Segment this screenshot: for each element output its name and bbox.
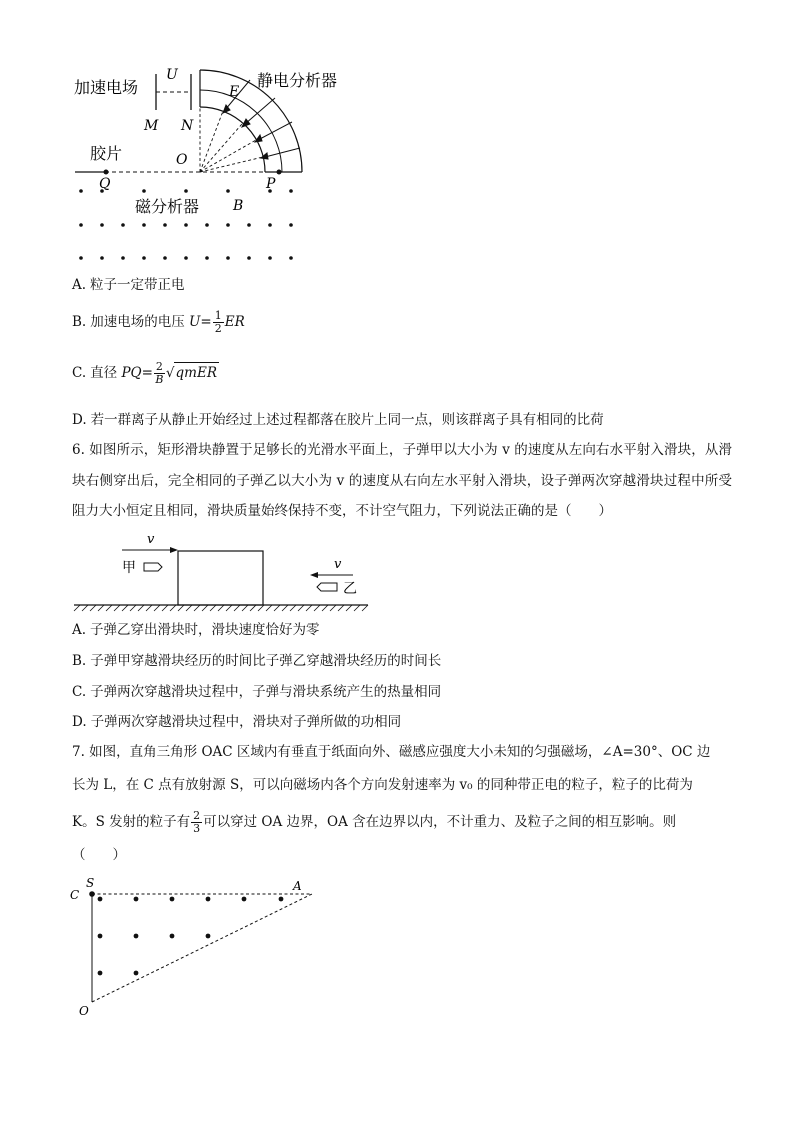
- sliding-block: [178, 551, 263, 605]
- label-O: O: [176, 152, 188, 168]
- label-esa: 静电分析器: [257, 71, 338, 90]
- q6-option-c: C. 子弹两次穿越滑块过程中，子弹与滑块系统产生的热量相同: [72, 684, 442, 700]
- label-msa: 磁分析器: [135, 197, 200, 216]
- label-O: O: [79, 1004, 89, 1018]
- source-S: [89, 891, 95, 897]
- q5-option-d: D. 若一群离子从静止开始经过上述过程都落在胶片上同一点，则该群离子具有相同的比荷: [72, 412, 604, 428]
- label-N: N: [181, 118, 194, 134]
- label-U: U: [166, 67, 178, 83]
- q6-option-d: D. 子弹两次穿越滑块过程中，滑块对子弹所做的功相同: [72, 714, 402, 730]
- bullet-jia: [144, 563, 162, 571]
- fraction-two-over-b: $\frac{2}{B}$: [155, 360, 164, 386]
- label-P: P: [266, 176, 276, 192]
- q7-stem-line2: 长为 L，在 C 点有放射源 S，可以向磁场内各个方向发射速率为 v₀ 的同种带正电的粒子，粒子的比荷为: [72, 777, 693, 793]
- label-yi: 乙: [343, 581, 357, 597]
- label-C: C: [70, 888, 80, 902]
- label-film: 胶片: [90, 144, 123, 163]
- fraction-one-half: $\frac{1}{2}$: [214, 309, 222, 335]
- point-P: [277, 170, 282, 175]
- figure-triangle-oac: [65, 872, 325, 1022]
- q5-option-a: A. 粒子一定带正电: [72, 277, 185, 293]
- q6-option-a: A. 子弹乙穿出滑块时，滑块速度恰好为零: [72, 622, 320, 638]
- label-jia: 甲: [122, 560, 136, 576]
- label-v-right: v: [334, 557, 342, 572]
- label-v-left: v: [147, 532, 155, 547]
- label-Q: Q: [99, 176, 111, 192]
- figure-mass-spectrometer: [60, 60, 360, 270]
- magnetic-field-dots-triangle: [98, 897, 284, 976]
- q7-stem-line3: K。S 发射的粒子有 $\frac{2}{3}$ 可以穿过 OA 边界，OA 含在边界以内，不计重力、及粒子之间的相互影响。则: [72, 809, 677, 835]
- label-M: M: [144, 118, 159, 134]
- label-accel-field: 加速电场: [74, 78, 139, 97]
- q6-option-b: B. 子弹甲穿越滑块经历的时间比子弹乙穿越滑块经历的时间长: [72, 653, 442, 669]
- sqrt-sign: √: [165, 365, 175, 381]
- label-B: B: [233, 198, 244, 214]
- label-A: A: [293, 879, 302, 893]
- q7-stem-line1: 7. 如图，直角三角形 OAC 区域内有垂直于纸面向外、磁感应强度大小未知的匀强磁场，∠A=30°、OC 边: [72, 744, 711, 760]
- q6-stem: 6. 如图所示，矩形滑块静置于足够长的光滑水平面上，子弹甲以大小为 v 的速度从左向右水平射入滑块，从滑块右侧穿出后，完全相同的子弹乙以大小为 v 的速度从右向左水平射入滑块，设子弹两次穿越滑块过程中所受阻力大小恒定且相同，滑块质量始终保持不变，不计空气阻力，下列说法正确的是（ ）: [72, 442, 732, 519]
- figure-bullets-block: [70, 528, 380, 613]
- bullet-yi: [317, 583, 337, 591]
- fraction-two-thirds: $\frac{2}{3}$: [193, 809, 201, 835]
- point-Q: [104, 170, 109, 175]
- q5-option-b: B. 加速电场的电压 U= $\frac{1}{2}$ ER: [72, 309, 245, 335]
- esa-inner-arc: [200, 107, 265, 172]
- label-S: S: [86, 876, 95, 890]
- q5-option-c: C. 直径 PQ= $\frac{2}{B}$ √qmER: [72, 360, 217, 386]
- label-E: E: [229, 84, 240, 100]
- q7-answer-paren: （ ）: [72, 847, 126, 863]
- edge-OA: [92, 894, 312, 1002]
